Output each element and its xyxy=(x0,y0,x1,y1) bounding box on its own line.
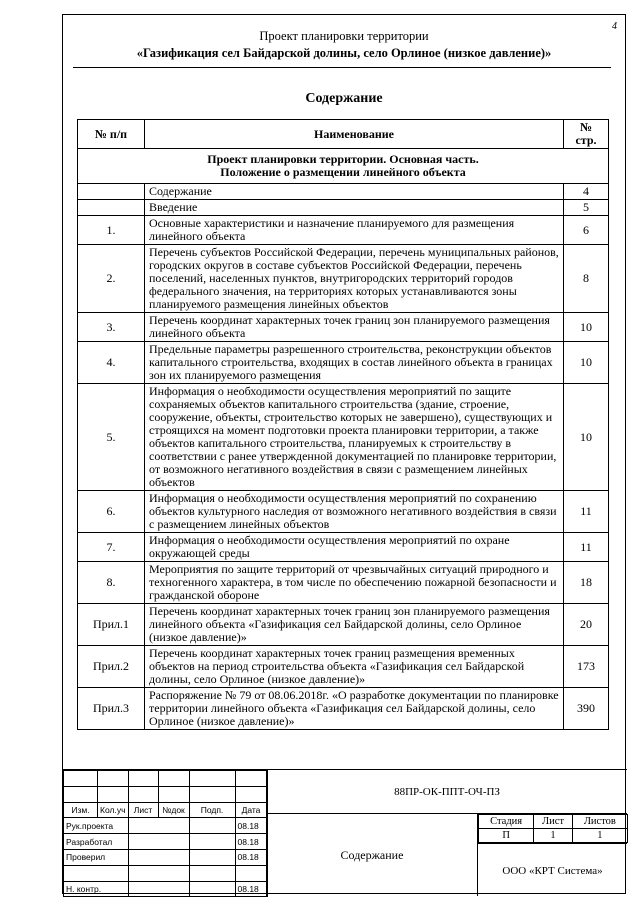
role-label: Н. контр. xyxy=(64,881,129,897)
sheet-label: Лист xyxy=(534,815,572,829)
document-title: Содержание xyxy=(266,814,477,896)
stamp-cell xyxy=(158,786,189,802)
table-row xyxy=(78,184,609,200)
signature-cell xyxy=(189,865,235,881)
revision-empty-row xyxy=(64,771,268,787)
row-name: Информация о необходимости осуществления мероприятий по сохранению объектов культурного наследия от возможного негативного воздействия в связи с размещением линейных объектов xyxy=(145,491,564,533)
document-header xyxy=(63,29,625,61)
table-row xyxy=(78,342,609,384)
stamp-cell xyxy=(98,786,129,802)
table-row xyxy=(78,313,609,342)
row-page: 11 xyxy=(564,491,609,533)
row-page: 5 xyxy=(564,200,609,216)
revision-empty-row xyxy=(64,786,268,802)
role-row xyxy=(64,818,268,834)
role-row xyxy=(64,834,268,850)
name-cell xyxy=(128,834,189,850)
row-page: 20 xyxy=(564,604,609,646)
row-name: Перечень координат характерных точек границ размещения временных объектов на период строительства объекта «Газификация сел Байдарской долины, село Орлиное (низкое давление)» xyxy=(145,646,564,688)
name-cell xyxy=(128,865,189,881)
row-number: Прил.1 xyxy=(78,604,145,646)
signature-cell xyxy=(189,881,235,897)
title-block xyxy=(63,769,627,896)
signature-cell xyxy=(189,818,235,834)
role-row xyxy=(64,865,268,881)
row-number xyxy=(78,184,145,200)
row-page: 6 xyxy=(564,216,609,245)
stamp-cell xyxy=(235,786,267,802)
date-cell: 08.18 xyxy=(235,849,267,865)
row-name: Основные характеристики и назначение планируемого для размещения линейного объекта xyxy=(145,216,564,245)
row-name: Мероприятия по защите территорий от чрезвычайных ситуаций природного и техногенного характера, в том числе по обеспечению пожарной безопасности и гражданской обороне xyxy=(145,562,564,604)
company-name: ООО «КРТ Система» xyxy=(478,843,627,897)
row-page: 11 xyxy=(564,533,609,562)
date-cell xyxy=(235,865,267,881)
page-number: 4 xyxy=(612,21,617,32)
stamp-cell xyxy=(98,771,129,787)
row-page: 10 xyxy=(564,342,609,384)
role-row xyxy=(64,849,268,865)
stamp-cell xyxy=(189,786,235,802)
stamp-header-cell: Подп. xyxy=(189,802,235,818)
table-row xyxy=(78,384,609,491)
row-name: Содержание xyxy=(145,184,564,200)
table-row xyxy=(78,604,609,646)
stamp-header-cell: Лист xyxy=(128,802,158,818)
revision-header-row xyxy=(64,802,268,818)
table-row xyxy=(78,491,609,533)
stamp-cell xyxy=(235,771,267,787)
name-cell xyxy=(128,818,189,834)
stamp-cell xyxy=(158,771,189,787)
stamp-cell xyxy=(64,771,98,787)
part-title-line-1: Проект планировки территории. Основная часть. xyxy=(207,152,479,166)
row-page: 10 xyxy=(564,313,609,342)
stamp-header-cell: Изм. xyxy=(64,802,98,818)
date-cell: 08.18 xyxy=(235,834,267,850)
stamp-header-cell: №док xyxy=(158,802,189,818)
section-title: Содержание xyxy=(305,91,383,106)
row-page: 18 xyxy=(564,562,609,604)
row-page: 10 xyxy=(564,384,609,491)
col-header-number: № п/п xyxy=(78,120,145,149)
row-number: Прил.3 xyxy=(78,688,145,730)
stamp-cell xyxy=(189,771,235,787)
role-label xyxy=(64,865,129,881)
stamp-header-cell: Кол.уч xyxy=(98,802,129,818)
row-number: 7. xyxy=(78,533,145,562)
header-divider xyxy=(73,67,611,68)
row-page: 173 xyxy=(564,646,609,688)
col-header-page: № стр. xyxy=(564,120,609,149)
row-name: Информация о необходимости осуществления мероприятий по охране окружающей среды xyxy=(145,533,564,562)
table-row xyxy=(78,562,609,604)
role-label: Разработал xyxy=(64,834,129,850)
table-row xyxy=(78,200,609,216)
row-number: 5. xyxy=(78,384,145,491)
row-number: 3. xyxy=(78,313,145,342)
sheets-value: 1 xyxy=(572,829,627,843)
role-row xyxy=(64,881,268,897)
header-line-2: «Газификация сел Байдарской долины, село Орлиное (низкое давление)» xyxy=(136,46,552,60)
row-name: Перечень субъектов Российской Федерации, перечень муниципальных районов, городских округов в составе субъектов Российской Федерации, перечень поселений, населенных пунктов, внутригородских территорий городов федерального значения, на территориях которых устанавливаются зоны планируемого размещения линейных объектов xyxy=(145,245,564,313)
table-row xyxy=(78,688,609,730)
row-page: 4 xyxy=(564,184,609,200)
contents-table xyxy=(77,119,609,730)
page-frame xyxy=(62,14,626,894)
sheet-value: 1 xyxy=(534,829,572,843)
row-number: 8. xyxy=(78,562,145,604)
part-title-line-2: Положение о размещении линейного объекта xyxy=(220,165,466,179)
header-line-1: Проект планировки территории xyxy=(259,29,429,43)
table-row xyxy=(78,245,609,313)
role-label: Рук.проекта xyxy=(64,818,129,834)
sheet-meta xyxy=(477,814,627,896)
sheets-label: Листов xyxy=(572,815,627,829)
revision-table xyxy=(63,770,268,897)
row-name: Информация о необходимости осуществления мероприятий по защите сохраняемых объектов капитального строительства (здание, строение, сооружение, объекты, строительство которых не завершено), существующих и строящихся на момент подготовки проекта планировки территории, а также объектов капитального строительства, планируемых к строительству в соответствии с ранее утвержденной документацией по планировке территории, от возможного негативного воздействия в связи с размещением линейных объектов xyxy=(145,384,564,491)
name-cell xyxy=(128,849,189,865)
date-cell: 08.18 xyxy=(235,818,267,834)
stage-value: П xyxy=(479,829,534,843)
signature-cell xyxy=(189,834,235,850)
table-row xyxy=(78,533,609,562)
row-number: 4. xyxy=(78,342,145,384)
stage-label: Стадия xyxy=(479,815,534,829)
row-page: 8 xyxy=(564,245,609,313)
row-name: Перечень координат характерных точек границ зон планируемого размещения линейного объекта xyxy=(145,313,564,342)
date-cell: 08.18 xyxy=(235,881,267,897)
row-name: Распоряжение № 79 от 08.06.2018г. «О разработке документации по планировке территории линейного объекта «Газификация сел Байдарской долины, село Орлиное (низкое давление)» xyxy=(145,688,564,730)
signature-cell xyxy=(189,849,235,865)
stamp-cell xyxy=(64,786,98,802)
row-name: Введение xyxy=(145,200,564,216)
col-header-name: Наименование xyxy=(145,120,564,149)
row-number: 1. xyxy=(78,216,145,245)
stamp-cell xyxy=(128,771,158,787)
row-name: Перечень координат характерных точек границ зон планируемого размещения линейного объекта «Газификация сел Байдарской долины, село Орлиное (низкое давление)» xyxy=(145,604,564,646)
role-label: Проверил xyxy=(64,849,129,865)
row-number: 6. xyxy=(78,491,145,533)
table-row xyxy=(78,216,609,245)
table-row xyxy=(78,646,609,688)
row-page: 390 xyxy=(564,688,609,730)
row-name: Предельные параметры разрешенного строительства, реконструкции объектов капитального строительства, входящих в состав линейного объекта в границах зон их планируемого размещения xyxy=(145,342,564,384)
row-number: Прил.2 xyxy=(78,646,145,688)
row-number xyxy=(78,200,145,216)
stamp-header-cell: Дата xyxy=(235,802,267,818)
stamp-cell xyxy=(128,786,158,802)
document-code: 88ПР-ОК-ППТ-ОЧ-ПЗ xyxy=(266,770,627,814)
part-heading-row xyxy=(78,149,609,184)
row-number: 2. xyxy=(78,245,145,313)
name-cell xyxy=(128,881,189,897)
